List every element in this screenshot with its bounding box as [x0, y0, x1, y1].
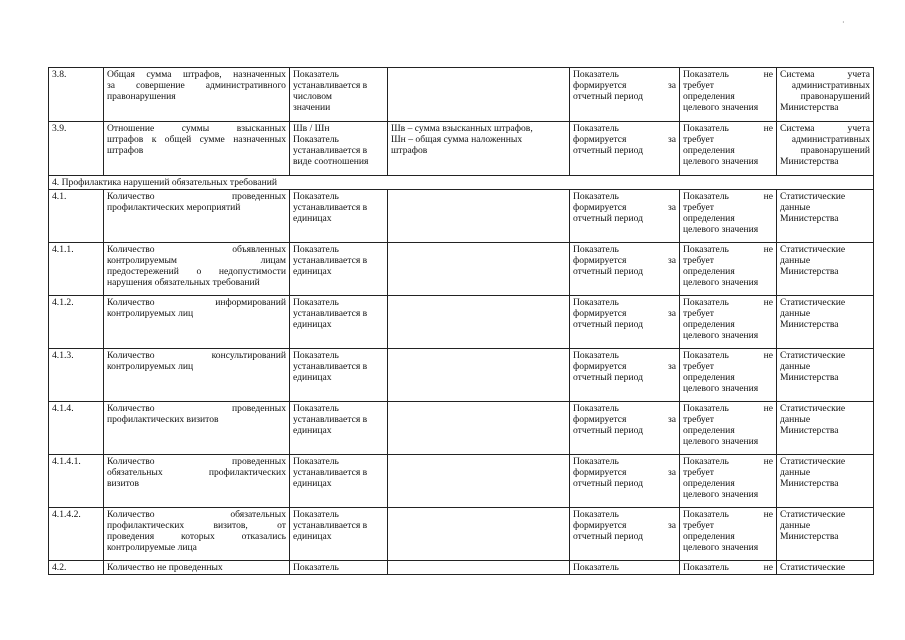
- period-line: отчетный период: [573, 372, 643, 383]
- name-line: визитов: [107, 478, 139, 489]
- period-line: формируется за: [573, 80, 676, 91]
- unit-line: Показатель: [293, 191, 339, 202]
- unit-line: устанавливается в: [293, 255, 368, 266]
- target-line: требует: [683, 467, 715, 478]
- source-line: Статистические: [780, 456, 846, 467]
- table-row: [49, 561, 874, 575]
- source-line: данные: [780, 255, 811, 266]
- target-line: требует: [683, 361, 715, 372]
- period-line: отчетный период: [573, 213, 643, 224]
- target-line: требует: [683, 520, 715, 531]
- unit-line: Шв / Шн: [293, 123, 330, 134]
- period-line: Показатель: [573, 244, 619, 255]
- source-line: Министерства: [780, 156, 839, 167]
- cell-target: [680, 122, 777, 176]
- source-line: Статистические: [780, 244, 846, 255]
- cell-source: [777, 190, 874, 243]
- table-row: [49, 402, 874, 455]
- formula-line: Шв – сумма взысканных штрафов,: [391, 123, 533, 134]
- target-line: определения: [683, 478, 735, 489]
- unit-line: единицах: [293, 478, 332, 489]
- cell-period: [570, 68, 680, 122]
- target-line: целевого значения: [683, 330, 759, 341]
- unit-line: единицах: [293, 372, 332, 383]
- target-line: требует: [683, 80, 715, 91]
- target-line: Показатель не: [683, 456, 773, 467]
- name-line: предостережений о недопустимости: [107, 266, 286, 277]
- name-line: профилактических визитов, от: [107, 520, 286, 531]
- source-line: данные: [780, 202, 811, 213]
- name-line: Количество объявленных: [107, 244, 286, 255]
- cell-unit: [290, 296, 388, 349]
- source-line: данные: [780, 520, 811, 531]
- unit-line: Показатель: [293, 562, 339, 573]
- source-line: правонарушений: [800, 91, 870, 102]
- name-line: правонарушения: [107, 91, 176, 102]
- table-row: [49, 68, 874, 122]
- cell-period: [570, 190, 680, 243]
- unit-line: устанавливается в: [293, 414, 368, 425]
- name-line: Количество проведенных: [107, 456, 286, 467]
- target-line: Показатель не: [683, 562, 773, 573]
- unit-line: виде соотношения: [293, 156, 369, 167]
- cell-source: [777, 349, 874, 402]
- source-line: Министерства: [780, 102, 839, 113]
- period-line: отчетный период: [573, 478, 643, 489]
- source-line: Статистические: [780, 191, 846, 202]
- cell-source: [777, 243, 874, 296]
- source-line: Министерства: [780, 319, 839, 330]
- table-body: [49, 68, 874, 575]
- row-number: 4.1.4.: [49, 402, 104, 455]
- cell-unit: [290, 68, 388, 122]
- period-line: отчетный период: [573, 91, 643, 102]
- target-line: Показатель не: [683, 403, 773, 414]
- cell-period: [570, 122, 680, 176]
- target-line: Показатель не: [683, 191, 773, 202]
- target-line: определения: [683, 145, 735, 156]
- name-line: контролируемые лица: [107, 542, 197, 553]
- period-line: отчетный период: [573, 319, 643, 330]
- period-line: Показатель: [573, 456, 619, 467]
- table-row: [49, 243, 874, 296]
- table-row: [49, 190, 874, 243]
- cell-formula: [388, 122, 570, 176]
- source-line: правонарушений: [800, 145, 870, 156]
- cell-unit: [290, 561, 388, 575]
- cell-name: [104, 68, 290, 122]
- table-row: [49, 122, 874, 176]
- cell-unit: [290, 402, 388, 455]
- source-line: Министерства: [780, 531, 839, 542]
- period-line: формируется за: [573, 361, 676, 372]
- period-line: Показатель: [573, 562, 619, 573]
- target-line: Показатель не: [683, 123, 773, 134]
- name-line: профилактических мероприятий: [107, 202, 241, 213]
- target-line: определения: [683, 425, 735, 436]
- row-number: 4.1.4.2.: [49, 508, 104, 561]
- name-line: штрафов: [107, 145, 144, 156]
- cell-unit: [290, 190, 388, 243]
- name-line: Количество не проведенных: [107, 562, 223, 573]
- source-line: Статистические: [780, 297, 846, 308]
- period-line: Показатель: [573, 123, 619, 134]
- section-title: 4. Профилактика нарушений обязательных требований: [49, 176, 874, 190]
- target-line: требует: [683, 255, 715, 266]
- cell-name: [104, 561, 290, 575]
- period-line: Показатель: [573, 297, 619, 308]
- name-line: Количество проведенных: [107, 403, 286, 414]
- name-line: за совершение административного: [107, 80, 286, 91]
- target-line: целевого значения: [683, 489, 759, 500]
- unit-line: Показатель: [293, 403, 339, 414]
- cell-target: [680, 508, 777, 561]
- cell-formula: [388, 561, 570, 575]
- target-line: целевого значения: [683, 277, 759, 288]
- period-line: Показатель: [573, 69, 619, 80]
- name-line: Количество обязательных: [107, 509, 286, 520]
- cell-name: [104, 243, 290, 296]
- source-line: административных: [791, 134, 870, 145]
- row-number: 4.2.: [49, 561, 104, 575]
- cell-source: [777, 455, 874, 508]
- cell-name: [104, 455, 290, 508]
- cell-formula: [388, 296, 570, 349]
- name-line: Количество информирований: [107, 297, 286, 308]
- cell-source: [777, 68, 874, 122]
- cell-unit: [290, 243, 388, 296]
- unit-line: Показатель: [293, 244, 339, 255]
- unit-line: Показатель: [293, 456, 339, 467]
- target-line: требует: [683, 134, 715, 145]
- name-line: Количество проведенных: [107, 191, 286, 202]
- cell-period: [570, 243, 680, 296]
- name-line: Отношение суммы взысканных: [107, 123, 286, 134]
- source-line: Статистические: [780, 509, 846, 520]
- cell-target: [680, 455, 777, 508]
- formula-line: Шн – общая сумма наложенных: [391, 134, 523, 145]
- source-line: Статистические: [780, 562, 846, 573]
- cell-name: [104, 349, 290, 402]
- target-line: определения: [683, 319, 735, 330]
- indicators-table: [48, 67, 874, 575]
- source-line: Министерства: [780, 213, 839, 224]
- cell-formula: [388, 68, 570, 122]
- target-line: целевого значения: [683, 383, 759, 394]
- period-line: формируется за: [573, 255, 676, 266]
- unit-line: числовом: [293, 91, 332, 102]
- target-line: Показатель не: [683, 350, 773, 361]
- source-line: данные: [780, 361, 811, 372]
- cell-formula: [388, 402, 570, 455]
- target-line: определения: [683, 213, 735, 224]
- target-line: Показатель не: [683, 69, 773, 80]
- source-line: данные: [780, 467, 811, 478]
- name-line: контролируемых лиц: [107, 308, 194, 319]
- name-line: Количество консультирований: [107, 350, 286, 361]
- unit-line: устанавливается в: [293, 308, 368, 319]
- table-row: [49, 349, 874, 402]
- source-line: Министерства: [780, 478, 839, 489]
- unit-line: устанавливается в: [293, 145, 368, 156]
- cell-source: [777, 508, 874, 561]
- cell-period: [570, 455, 680, 508]
- unit-line: Показатель: [293, 509, 339, 520]
- cell-source: [777, 122, 874, 176]
- unit-line: устанавливается в: [293, 520, 368, 531]
- target-line: целевого значения: [683, 102, 759, 113]
- period-line: Показатель: [573, 509, 619, 520]
- unit-line: Показатель: [293, 69, 339, 80]
- period-line: формируется за: [573, 520, 676, 531]
- cell-period: [570, 561, 680, 575]
- source-line: Министерства: [780, 266, 839, 277]
- cell-target: [680, 349, 777, 402]
- table-row: [49, 296, 874, 349]
- cell-period: [570, 349, 680, 402]
- source-line: Статистические: [780, 403, 846, 414]
- cell-formula: [388, 508, 570, 561]
- source-line: данные: [780, 308, 811, 319]
- unit-line: единицах: [293, 531, 332, 542]
- target-line: целевого значения: [683, 224, 759, 235]
- cell-target: [680, 68, 777, 122]
- source-line: Система учета: [780, 123, 870, 134]
- period-line: отчетный период: [573, 425, 643, 436]
- cell-period: [570, 402, 680, 455]
- cell-target: [680, 243, 777, 296]
- unit-line: Показатель: [293, 350, 339, 361]
- target-line: целевого значения: [683, 542, 759, 553]
- cell-name: [104, 402, 290, 455]
- unit-line: устанавливается в: [293, 467, 368, 478]
- unit-line: устанавливается в: [293, 202, 368, 213]
- period-line: отчетный период: [573, 266, 643, 277]
- row-number: 4.1.4.1.: [49, 455, 104, 508]
- period-line: формируется за: [573, 134, 676, 145]
- cell-source: [777, 561, 874, 575]
- formula-line: штрафов: [391, 145, 428, 156]
- target-line: требует: [683, 308, 715, 319]
- period-line: Показатель: [573, 191, 619, 202]
- cell-target: [680, 561, 777, 575]
- period-line: формируется за: [573, 202, 676, 213]
- target-line: определения: [683, 531, 735, 542]
- target-line: целевого значения: [683, 436, 759, 447]
- cell-name: [104, 190, 290, 243]
- cell-name: [104, 296, 290, 349]
- name-line: проведения которых отказались: [107, 531, 286, 542]
- target-line: Показатель не: [683, 297, 773, 308]
- row-number: 3.8.: [49, 68, 104, 122]
- target-line: Показатель не: [683, 509, 773, 520]
- target-line: определения: [683, 266, 735, 277]
- cell-source: [777, 296, 874, 349]
- target-line: требует: [683, 414, 715, 425]
- cell-unit: [290, 122, 388, 176]
- source-line: Министерства: [780, 372, 839, 383]
- period-line: формируется за: [573, 308, 676, 319]
- name-line: штрафов к общей сумме назначенных: [107, 134, 286, 145]
- row-number: 4.1.: [49, 190, 104, 243]
- period-line: отчетный период: [573, 531, 643, 542]
- cell-unit: [290, 349, 388, 402]
- period-line: отчетный период: [573, 145, 643, 156]
- cell-formula: [388, 455, 570, 508]
- unit-line: устанавливается в: [293, 80, 368, 91]
- unit-line: Показатель: [293, 134, 339, 145]
- name-line: контролируемым лицам: [107, 255, 286, 266]
- target-line: определения: [683, 372, 735, 383]
- cell-name: [104, 122, 290, 176]
- source-line: Министерства: [780, 425, 839, 436]
- row-number: 4.1.3.: [49, 349, 104, 402]
- row-number: 4.1.1.: [49, 243, 104, 296]
- scan-speck: ·: [842, 18, 845, 27]
- target-line: требует: [683, 202, 715, 213]
- table-row: [49, 508, 874, 561]
- name-line: профилактических визитов: [107, 414, 219, 425]
- cell-formula: [388, 349, 570, 402]
- unit-line: Показатель: [293, 297, 339, 308]
- cell-unit: [290, 508, 388, 561]
- row-number: 4.1.2.: [49, 296, 104, 349]
- source-line: административных: [791, 80, 870, 91]
- row-number: 3.9.: [49, 122, 104, 176]
- unit-line: устанавливается в: [293, 361, 368, 372]
- unit-line: единицах: [293, 213, 332, 224]
- target-line: Показатель не: [683, 244, 773, 255]
- source-line: данные: [780, 414, 811, 425]
- cell-source: [777, 402, 874, 455]
- cell-period: [570, 296, 680, 349]
- name-line: обязательных профилактических: [107, 467, 286, 478]
- cell-period: [570, 508, 680, 561]
- cell-target: [680, 190, 777, 243]
- target-line: целевого значения: [683, 156, 759, 167]
- section-header-row: [49, 176, 874, 190]
- name-line: нарушения обязательных требований: [107, 277, 260, 288]
- unit-line: единицах: [293, 266, 332, 277]
- source-line: Система учета: [780, 69, 870, 80]
- cell-target: [680, 296, 777, 349]
- cell-formula: [388, 243, 570, 296]
- table-row: [49, 455, 874, 508]
- cell-formula: [388, 190, 570, 243]
- cell-name: [104, 508, 290, 561]
- name-line: контролируемых лиц: [107, 361, 194, 372]
- cell-unit: [290, 455, 388, 508]
- period-line: Показатель: [573, 350, 619, 361]
- source-line: Статистические: [780, 350, 846, 361]
- unit-line: единицах: [293, 319, 332, 330]
- period-line: формируется за: [573, 467, 676, 478]
- name-line: Общая сумма штрафов, назначенных: [107, 69, 286, 80]
- cell-target: [680, 402, 777, 455]
- period-line: Показатель: [573, 403, 619, 414]
- unit-line: единицах: [293, 425, 332, 436]
- period-line: формируется за: [573, 414, 676, 425]
- target-line: определения: [683, 91, 735, 102]
- unit-line: значении: [293, 102, 331, 113]
